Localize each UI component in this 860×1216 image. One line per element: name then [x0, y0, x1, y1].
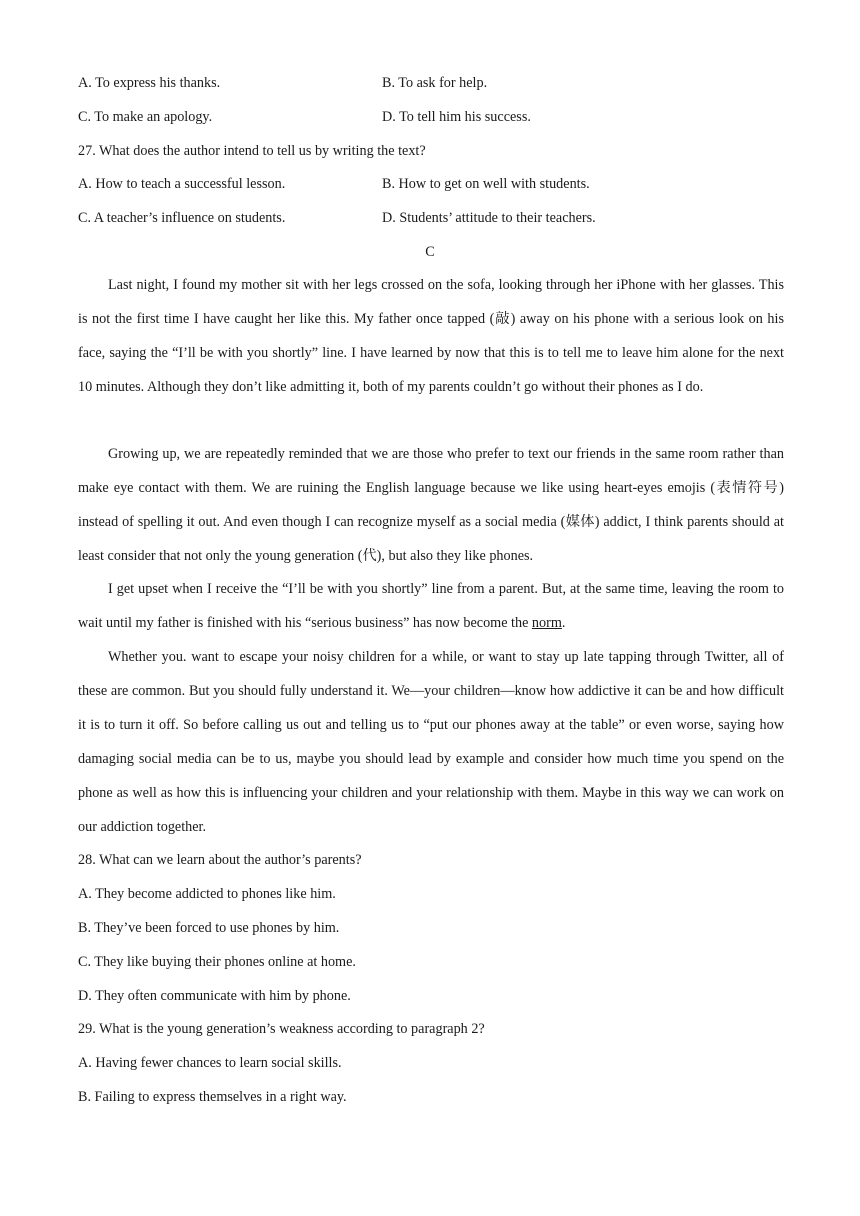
q26-option-c: C. To make an apology.	[78, 109, 213, 125]
q26-option-d: D. To tell him his success.	[382, 109, 531, 125]
section-heading: C	[425, 244, 435, 260]
q28-option-b: B. They’ve been forced to use phones by him.	[78, 920, 340, 936]
q27-stem: 27. What does the author intend to tell us by writing the text?	[78, 143, 426, 159]
q27-option-a: A. How to teach a successful lesson.	[78, 176, 286, 192]
passage-paragraph-4: Whether you. want to escape your noisy children for a while, or want to stay up late tapping through Twitter, all of these are common. But you should fully understand it. We—your children—know how addictive it can be and how difficult it is to turn it off. So before calling us out and telling us to “put our phones away at the table” or even worse, saying how damaging social media can be to us, maybe you should lead by example and consider how much time you spend on the phone as well as how this is influencing your children and your relationship with them. Maybe in this way we can work on our addiction together.	[78, 649, 784, 835]
q29-option-a: A. Having fewer chances to learn social skills.	[78, 1055, 342, 1071]
q28-stem: 28. What can we learn about the author’s parents?	[78, 852, 362, 868]
q26-option-b: B. To ask for help.	[382, 75, 488, 91]
passage-paragraph-2: Growing up, we are repeatedly reminded that we are those who prefer to text our friends in the same room rather than make eye contact with them. We are ruining the English language because we like using heart-eyes emojis (表情符号) instead of spelling it out. And even though I can recognize myself as a social media (媒体) addict, I think parents should at least consider that not only the young generation (代), but also they like phones.	[78, 446, 784, 564]
q28-option-d: D. They often communicate with him by phone.	[78, 988, 351, 1004]
paragraph-3-text: I get upset when I receive the “I’ll be with you shortly” line from a parent. But, at the same time, leaving the room to wait until my father is finished with his “serious business” has now become the	[78, 581, 784, 631]
q28-option-c: C. They like buying their phones online at home.	[78, 954, 356, 970]
q27-option-d: D. Students’ attitude to their teachers.	[382, 210, 596, 226]
passage-paragraph-3	[78, 573, 784, 641]
passage-paragraph-1: Last night, I found my mother sit with her legs crossed on the sofa, looking through her iPhone with her glasses. This is not the first time I have caught her like this. My father once tapped (敲) away on his phone with a serious look on his face, saying the “I’ll be with you shortly” line. I have learned by now that this is to tell me to leave him alone for the next 10 minutes. Although they don’t like admitting it, both of my parents couldn’t go without their phones as I do.	[78, 277, 784, 395]
q27-option-c: C. A teacher’s influence on students.	[78, 210, 286, 226]
q29-option-b: B. Failing to express themselves in a right way.	[78, 1089, 347, 1105]
paragraph-3-end: .	[561, 614, 566, 631]
q29-stem: 29. What is the young generation’s weakness according to paragraph 2?	[78, 1021, 485, 1037]
q26-option-a: A. To express his thanks.	[78, 75, 221, 91]
q28-option-a: A. They become addicted to phones like him.	[78, 886, 336, 902]
underlined-word: norm	[531, 614, 562, 631]
q27-option-b: B. How to get on well with students.	[382, 176, 590, 192]
